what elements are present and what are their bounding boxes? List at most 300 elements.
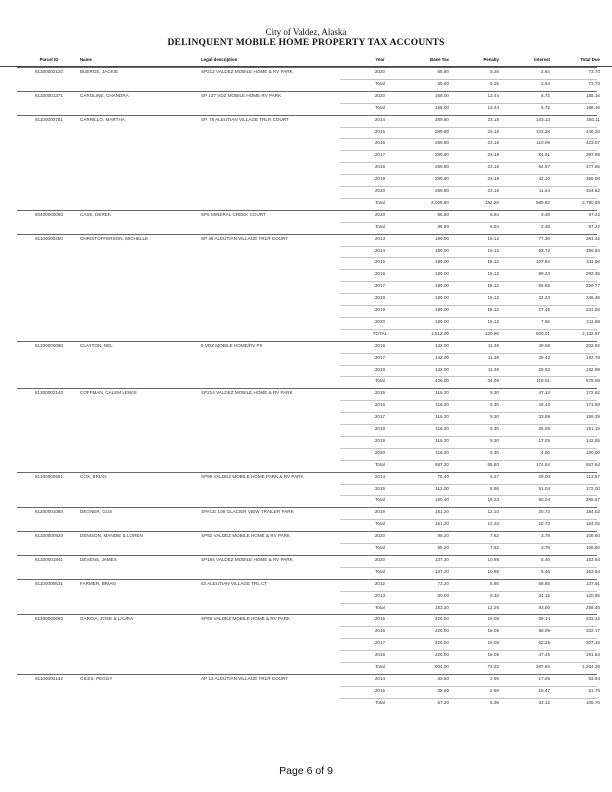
owner-name-cell: CARRILLO, MARTHA <box>80 116 125 122</box>
total-due-cell: 397.89 <box>585 152 600 158</box>
total-due-cell: 97.22 <box>588 211 600 217</box>
interest-cell: 7.56 <box>541 318 550 324</box>
penalty-cell: 6.94 <box>490 223 499 229</box>
table-row <box>0 138 612 149</box>
base-tax-cell: 137.20 <box>434 568 449 574</box>
base-tax-cell: 189.00 <box>434 283 449 289</box>
owner-name-cell: COX, BRIAN <box>80 473 107 479</box>
interest-cell: 25.65 <box>538 426 550 431</box>
penalty-cell: 11.36 <box>487 354 499 360</box>
year-cell: Total <box>375 378 385 384</box>
penalty-cell: 120.96 <box>484 330 499 336</box>
table-row <box>0 353 612 364</box>
parcel-id-cell: 81300000090 <box>34 342 64 348</box>
year-cell: Total <box>375 545 385 550</box>
base-tax-cell: 2,028.60 <box>431 199 449 205</box>
base-tax-cell: 189.00 <box>434 235 449 241</box>
year-cell: 2014 <box>374 116 386 122</box>
base-tax-cell: 189.00 <box>434 307 449 312</box>
table-row <box>0 484 612 495</box>
penalty-cell: 12.10 <box>487 509 499 515</box>
table-row <box>0 388 612 399</box>
total-due-cell: 182.99 <box>585 366 600 372</box>
interest-cell: 42.10 <box>538 176 550 182</box>
base-tax-cell: 226.00 <box>434 640 449 646</box>
table-row <box>0 567 612 578</box>
year-cell: Total <box>375 699 385 705</box>
base-tax-cell: 289.80 <box>434 164 449 170</box>
base-tax-cell: 226.00 <box>434 628 449 634</box>
penalty-cell: 11.36 <box>487 366 499 372</box>
interest-cell: 77.30 <box>538 235 550 241</box>
year-cell: 2015 <box>374 390 386 396</box>
interest-cell: 64.67 <box>538 164 550 170</box>
interest-cell: 84.91 <box>538 152 550 158</box>
penalty-cell: 23.18 <box>487 152 499 158</box>
total-due-cell: 113.67 <box>586 473 600 479</box>
penalty-cell: 5.86 <box>490 580 499 586</box>
interest-cell: 49.56 <box>538 342 550 348</box>
interest-cell: 3.78 <box>541 545 550 550</box>
table-row <box>0 555 612 566</box>
parcel-id-cell: 81300000920 <box>34 533 64 539</box>
base-tax-cell: 95.20 <box>437 545 449 550</box>
interest-cell: 20.72 <box>538 509 550 515</box>
year-cell: 2018 <box>374 164 386 170</box>
penalty-cell: 5.26 <box>490 69 499 74</box>
column-header-parcel: Parcel ID <box>39 57 59 62</box>
parcel-id-cell: 80400000060 <box>34 211 64 217</box>
total-due-cell: 172.00 <box>585 485 600 491</box>
table-row <box>0 234 612 245</box>
interest-cell: 33.89 <box>538 414 550 420</box>
year-cell: 2012 <box>374 580 386 586</box>
total-due-cell: 51.76 <box>588 687 600 693</box>
interest-cell: 47.12 <box>538 390 550 396</box>
table-row <box>0 579 612 590</box>
interest-cell: 34.15 <box>538 592 550 598</box>
legal-description-cell: SP 45 ALEUTIAN VILLAGE TRLR COURT <box>201 235 289 241</box>
interest-cell: 11.64 <box>538 188 550 193</box>
total-due-cell: 97.22 <box>588 223 600 229</box>
interest-cell: 133.28 <box>535 128 550 134</box>
total-due-cell: 159.39 <box>585 414 600 420</box>
parcel-id-cell: 81100000761 <box>35 116 63 122</box>
year-cell: 2019 <box>374 509 386 515</box>
base-tax-cell: 151.20 <box>434 509 449 515</box>
interest-cell: 80.04 <box>538 497 550 503</box>
penalty-cell: 15.12 <box>487 283 499 289</box>
penalty-cell: 18.08 <box>487 628 499 634</box>
table-row <box>0 246 612 257</box>
year-cell: 2017 <box>374 152 386 158</box>
total-due-cell: 307.33 <box>585 640 600 646</box>
interest-cell: 20.72 <box>538 521 550 527</box>
year-cell: Total <box>375 497 385 503</box>
year-cell: 2020 <box>374 92 386 98</box>
penalty-cell: 18.08 <box>487 652 499 658</box>
total-due-cell: 188.16 <box>585 92 600 98</box>
table-row <box>0 472 612 483</box>
total-due-cell: 296.84 <box>585 247 600 253</box>
parcel-id-cell: 81300000991 <box>34 473 64 479</box>
penalty-cell: 15.12 <box>487 295 499 301</box>
interest-cell: 15.47 <box>538 687 550 693</box>
year-cell: 2014 <box>374 247 386 253</box>
base-tax-cell: 33.60 <box>437 675 449 681</box>
interest-cell: 17.05 <box>538 437 550 443</box>
parcel-id-cell: 81300002140 <box>34 390 64 396</box>
total-due-cell: 324.62 <box>585 188 600 193</box>
interest-cell: 5.46 <box>541 556 550 562</box>
year-cell: Total <box>375 521 385 527</box>
total-due-cell: 355.08 <box>585 176 600 182</box>
report-title: DELINQUENT MOBILE HOME PROPERTY TAX ACCOUNTS <box>167 38 445 48</box>
total-due-cell: 231.58 <box>585 307 600 312</box>
interest-cell: 4.50 <box>541 449 550 455</box>
base-tax-cell: 289.80 <box>434 128 449 134</box>
penalty-cell: 9.30 <box>490 449 499 455</box>
year-cell: 2020 <box>374 188 386 193</box>
base-tax-cell: 153.20 <box>434 604 449 610</box>
total-due-cell: 105.70 <box>585 699 600 705</box>
total-due-cell: 291.54 <box>585 652 600 658</box>
penalty-cell: 12.10 <box>487 521 499 527</box>
interest-cell: 58.85 <box>538 580 550 586</box>
year-cell: 2018 <box>374 366 386 372</box>
base-tax-cell: 116.20 <box>435 402 449 408</box>
legal-description-cell: SP212 VALDEZ MOBILE HOME & RV PARK <box>201 69 293 74</box>
interest-cell: 89.24 <box>538 271 550 277</box>
total-due-cell: 927.64 <box>585 461 600 467</box>
year-cell: Total <box>375 664 385 669</box>
base-tax-cell: 78.40 <box>437 473 449 479</box>
total-due-cell: 137.91 <box>585 580 600 586</box>
table-row <box>0 79 612 90</box>
legal-description-cell: SP 137 VDZ MOBILE HOME RV PARK <box>201 92 282 98</box>
year-cell: 2018 <box>374 652 386 658</box>
year-cell: 2015 <box>374 485 386 491</box>
base-tax-cell: 137.20 <box>434 556 449 562</box>
total-due-cell: 202.92 <box>585 342 600 348</box>
table-row <box>0 460 612 471</box>
total-due-cell: 192.78 <box>585 354 600 360</box>
year-cell: 2016 <box>374 342 386 348</box>
table-row <box>0 531 612 542</box>
base-tax-cell: 697.20 <box>434 461 449 467</box>
year-cell: 2020 <box>374 449 386 455</box>
total-due-cell: 53.94 <box>588 675 600 681</box>
base-tax-cell: 67.20 <box>437 699 449 705</box>
penalty-cell: 15.12 <box>487 235 499 241</box>
column-header-year: Year <box>375 57 385 62</box>
base-tax-cell: 289.80 <box>434 152 449 158</box>
table-row <box>0 591 612 602</box>
year-cell: 2013 <box>374 592 386 598</box>
owner-name-cell: COFFMAN, CALEM LEWIS <box>80 390 137 396</box>
interest-cell: 143.13 <box>535 116 550 122</box>
base-tax-cell: 189.00 <box>434 318 449 324</box>
table-row <box>0 662 612 673</box>
base-tax-cell: 904.00 <box>434 664 449 669</box>
legal-description-cell: SP66 VALDEZ MOBILE HOME & RV PARK <box>201 616 291 622</box>
year-cell: 2014 <box>374 473 386 479</box>
penalty-cell: 13.44 <box>487 92 499 98</box>
penalty-cell: 6.40 <box>490 592 499 598</box>
table-row <box>0 650 612 661</box>
year-cell: 2017 <box>374 354 386 360</box>
table-row <box>0 210 612 221</box>
table-row <box>0 127 612 138</box>
total-due-cell: 153.64 <box>585 556 600 562</box>
interest-cell: 3.48 <box>541 223 550 229</box>
penalty-cell: 34.08 <box>487 378 499 384</box>
table-row <box>0 365 612 376</box>
year-cell: 2015 <box>374 687 386 693</box>
penalty-cell: 23.18 <box>487 164 499 170</box>
table-row <box>0 614 612 625</box>
interest-cell: 29.63 <box>538 366 550 372</box>
penalty-cell: 12.26 <box>487 604 499 610</box>
city-name: City of Valdez, Alaska <box>265 27 347 37</box>
total-due-cell: 184.02 <box>585 521 600 527</box>
base-tax-cell: 168.00 <box>434 104 449 110</box>
penalty-cell: 23.18 <box>487 188 499 193</box>
penalty-cell: 15.12 <box>487 318 499 324</box>
base-tax-cell: 33.60 <box>437 687 449 693</box>
owner-name-cell: CLAYTON, NEL <box>80 342 113 348</box>
penalty-cell: 5.38 <box>490 699 499 705</box>
total-due-cell: 2,132.97 <box>582 330 600 336</box>
parcel-id-cell: 81300002120 <box>34 69 64 74</box>
interest-cell: 33.12 <box>538 699 550 705</box>
penalty-cell: 9.30 <box>490 437 499 443</box>
interest-cell: 2.64 <box>541 69 550 74</box>
base-tax-cell: 116.20 <box>435 437 449 443</box>
column-header-name: Name <box>80 57 92 62</box>
base-tax-cell: 168.00 <box>434 92 449 98</box>
table-row <box>0 67 612 78</box>
year-cell: Total <box>375 223 385 229</box>
table-row <box>0 91 612 102</box>
table-row <box>0 115 612 126</box>
owner-name-cell: BUERGE, JACKIE <box>80 69 119 74</box>
base-tax-cell: 1,512.00 <box>431 330 449 336</box>
base-tax-cell: 189.00 <box>434 295 449 301</box>
penalty-cell: 7.62 <box>490 545 499 550</box>
total-due-cell: 285.67 <box>585 497 600 503</box>
year-cell: 2016 <box>374 402 386 408</box>
interest-cell: 3.78 <box>541 533 550 539</box>
base-tax-cell: 142.00 <box>434 366 449 372</box>
interest-cell: 93.00 <box>538 604 550 610</box>
base-tax-cell: 86.80 <box>437 223 449 229</box>
parcel-id-cell: 81300001371 <box>34 92 64 98</box>
base-tax-cell: 65.80 <box>437 69 449 74</box>
table-row <box>0 603 612 614</box>
table-row <box>0 174 612 185</box>
total-due-cell: 172.62 <box>585 390 600 396</box>
base-tax-cell: 190.40 <box>434 497 449 503</box>
base-tax-cell: 80.00 <box>437 592 449 598</box>
year-cell: 2020 <box>374 69 386 74</box>
year-cell: 2018 <box>374 295 386 301</box>
interest-cell: 55.65 <box>538 283 550 289</box>
interest-cell: 589.82 <box>535 199 550 205</box>
legal-description-cell: 63 ALEUTIAN VILLAGE TRL CT <box>201 580 268 586</box>
table-row <box>0 507 612 518</box>
total-due-cell: 171.93 <box>585 402 600 408</box>
table-row <box>0 222 612 233</box>
table-row <box>0 103 612 114</box>
legal-description-cell: SP214 VALDEZ MOBILE HOME & RV PARK <box>201 390 293 396</box>
penalty-cell: 18.08 <box>487 640 499 646</box>
table-row <box>0 495 612 506</box>
table-row <box>0 162 612 173</box>
base-tax-cell: 65.80 <box>437 80 449 86</box>
interest-cell: 42.24 <box>538 295 550 301</box>
total-due-cell: 333.22 <box>585 616 600 622</box>
interest-cell: 39.42 <box>538 354 550 360</box>
total-due-cell: 246.36 <box>585 295 600 301</box>
interest-cell: 63.25 <box>538 640 550 646</box>
base-tax-cell: 226.00 <box>434 616 449 622</box>
base-tax-cell: 112.00 <box>435 485 449 491</box>
total-due-cell: 106.60 <box>585 533 600 539</box>
interest-cell: 89.14 <box>538 616 550 622</box>
penalty-cell: 23.18 <box>487 116 499 122</box>
year-cell: 2020 <box>374 211 386 217</box>
penalty-cell: 18.08 <box>487 616 499 622</box>
base-tax-cell: 189.00 <box>434 247 449 253</box>
parcel-id-cell: 81200001080 <box>34 509 64 515</box>
page-number: Page 6 of 9 <box>279 765 333 777</box>
penalty-cell: 55.80 <box>487 461 499 467</box>
base-tax-cell: 289.80 <box>434 188 449 193</box>
year-cell: Total <box>375 568 385 574</box>
table-row <box>0 686 612 697</box>
table-row <box>0 198 612 209</box>
column-header-base-tax: Base Tax <box>430 57 449 62</box>
year-cell: Total <box>375 461 385 467</box>
penalty-cell: 5.26 <box>490 80 499 86</box>
penalty-cell: 72.32 <box>487 664 499 669</box>
owner-name-cell: GILES, PEGGY <box>80 675 113 681</box>
penalty-cell: 2.69 <box>490 675 499 681</box>
year-cell: TOTAL <box>372 330 388 336</box>
penalty-cell: 11.36 <box>487 342 499 348</box>
total-due-cell: 120.55 <box>585 592 600 598</box>
base-tax-cell: 116.20 <box>435 426 449 431</box>
interest-cell: 92.72 <box>538 247 550 253</box>
year-cell: 2020 <box>374 318 386 324</box>
total-due-cell: 332.17 <box>585 628 600 634</box>
total-due-cell: 377.65 <box>585 164 600 170</box>
table-row <box>0 412 612 423</box>
year-cell: 2017 <box>374 640 386 646</box>
legal-description-cell: SP99 VALDEZ MOBILE HOME PARK & RV PARK <box>201 473 304 479</box>
base-tax-cell: 289.80 <box>434 140 449 146</box>
total-due-cell: 151.15 <box>585 426 600 431</box>
base-tax-cell: 95.20 <box>437 533 449 539</box>
total-due-cell: 293.36 <box>585 271 600 277</box>
year-cell: 2017 <box>374 414 386 420</box>
column-header-penalty: Penalty <box>483 57 499 62</box>
interest-cell: 29.00 <box>538 473 550 479</box>
interest-cell: 118.61 <box>536 378 550 384</box>
interest-cell: 51.04 <box>538 485 550 491</box>
total-due-cell: 211.68 <box>586 318 600 324</box>
total-due-cell: 106.60 <box>585 545 600 550</box>
owner-name-cell: GARCIA, JOSE & LAURA <box>80 616 134 622</box>
table-row <box>0 329 612 340</box>
year-cell: 2019 <box>374 437 386 443</box>
penalty-cell: 2.69 <box>490 687 499 693</box>
total-due-cell: 2,780.68 <box>582 199 600 205</box>
penalty-cell: 9.30 <box>490 390 499 396</box>
legal-description-cell: 9 VDZ MOBILE HOME/RV PK <box>201 342 263 348</box>
column-header-total-due: Total Due <box>580 57 600 62</box>
year-cell: 2019 <box>374 176 386 182</box>
total-due-cell: 311.96 <box>586 259 600 265</box>
total-due-cell: 184.02 <box>585 509 600 515</box>
penalty-cell: 9.30 <box>490 402 499 408</box>
penalty-cell: 15.23 <box>487 497 499 503</box>
table-row <box>0 257 612 268</box>
table-row <box>0 519 612 530</box>
interest-cell: 6.72 <box>541 92 550 98</box>
table-row <box>0 448 612 459</box>
total-due-cell: 578.69 <box>585 378 600 384</box>
total-due-cell: 446.26 <box>585 128 600 134</box>
interest-cell: 500.01 <box>535 330 550 336</box>
interest-cell: 2.64 <box>541 80 550 86</box>
table-row <box>0 341 612 352</box>
column-header-row <box>0 57 612 67</box>
legal-description-cell: SP. 76 ALEUTIAN VILLAGE TRLR COURT <box>201 116 289 122</box>
owner-name-cell: FARMER, BRIAN <box>80 580 116 586</box>
column-header-legal: Legal description <box>201 57 238 62</box>
interest-cell: 3.48 <box>541 211 550 217</box>
total-due-cell: 153.64 <box>585 568 600 574</box>
year-cell: 2017 <box>374 283 386 289</box>
year-cell: Total <box>375 80 385 86</box>
base-tax-cell: 116.20 <box>435 449 449 455</box>
base-tax-cell: 151.20 <box>434 521 449 527</box>
parcel-id-cell: 81100000132 <box>35 675 63 681</box>
penalty-cell: 15.12 <box>487 271 499 277</box>
total-due-cell: 258.46 <box>585 604 600 610</box>
total-due-cell: 1,264.26 <box>582 664 600 669</box>
base-tax-cell: 116.20 <box>435 390 449 396</box>
table-row <box>0 150 612 161</box>
total-due-cell: 73.70 <box>588 80 600 86</box>
owner-name-cell: CHRISTOFFERSON, MICHELLE <box>80 235 149 241</box>
legal-description-cell: SPACE 108 GLACIER VIEW TRAILER PARK <box>201 509 294 515</box>
year-cell: 2020 <box>374 533 386 539</box>
table-row <box>0 424 612 435</box>
interest-cell: 110.09 <box>536 140 550 146</box>
penalty-cell: 6.27 <box>490 473 499 479</box>
year-cell: Total <box>375 104 385 110</box>
penalty-cell: 15.12 <box>487 307 499 312</box>
base-tax-cell: 142.00 <box>434 354 449 360</box>
interest-cell: 174.64 <box>535 461 550 467</box>
owner-name-cell: DEVENS, JAMES <box>80 556 117 562</box>
base-tax-cell: 86.80 <box>437 211 449 217</box>
base-tax-cell: 226.00 <box>434 652 449 658</box>
penalty-cell: 9.30 <box>490 426 499 431</box>
